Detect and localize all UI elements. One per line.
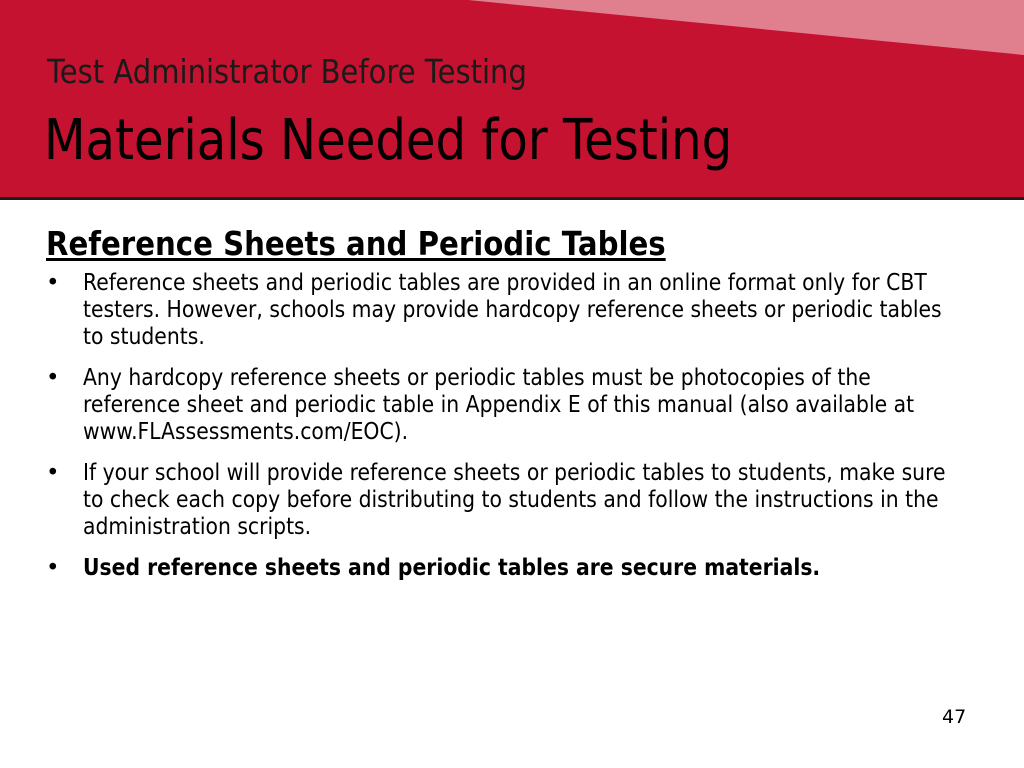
section-heading: Reference Sheets and Periodic Tables: [46, 224, 666, 263]
page-number: 47: [942, 706, 967, 728]
slide-content: [46, 224, 1006, 596]
bullet-text-emphasis: Used reference sheets and periodic tables are secure materials.: [83, 555, 821, 581]
slide-title: Materials Needed for Testing: [44, 108, 733, 173]
bullet-icon: •: [46, 460, 60, 486]
bullet-icon: •: [46, 555, 60, 581]
bullet-text: Reference sheets and periodic tables are provided in an online format only for CBT testers. However, schools may provide hardcopy reference sheets or periodic tables to students.: [83, 270, 942, 350]
slide-header: [0, 0, 1024, 197]
bullet-icon: •: [46, 270, 60, 296]
list-item: [46, 365, 1006, 446]
list-item: [46, 460, 1006, 541]
slide-subtitle: Test Administrator Before Testing: [47, 52, 527, 91]
bullet-icon: •: [46, 365, 60, 391]
bullet-text: If your school will provide reference sheets or periodic tables to students, make sure to check each copy before distributing to students and follow the instructions in the administration scripts.: [83, 460, 946, 540]
header-divider: [0, 197, 1024, 200]
list-item: [46, 270, 1006, 351]
bullet-list: [46, 270, 1006, 582]
bullet-text: Any hardcopy reference sheets or periodic tables must be photocopies of the reference sheet and periodic table in Appendix E of this manual (also available at www.FLAssessments.com/EOC).: [83, 365, 915, 445]
header-accent-shape: [468, 0, 1024, 55]
list-item: [46, 555, 1006, 582]
